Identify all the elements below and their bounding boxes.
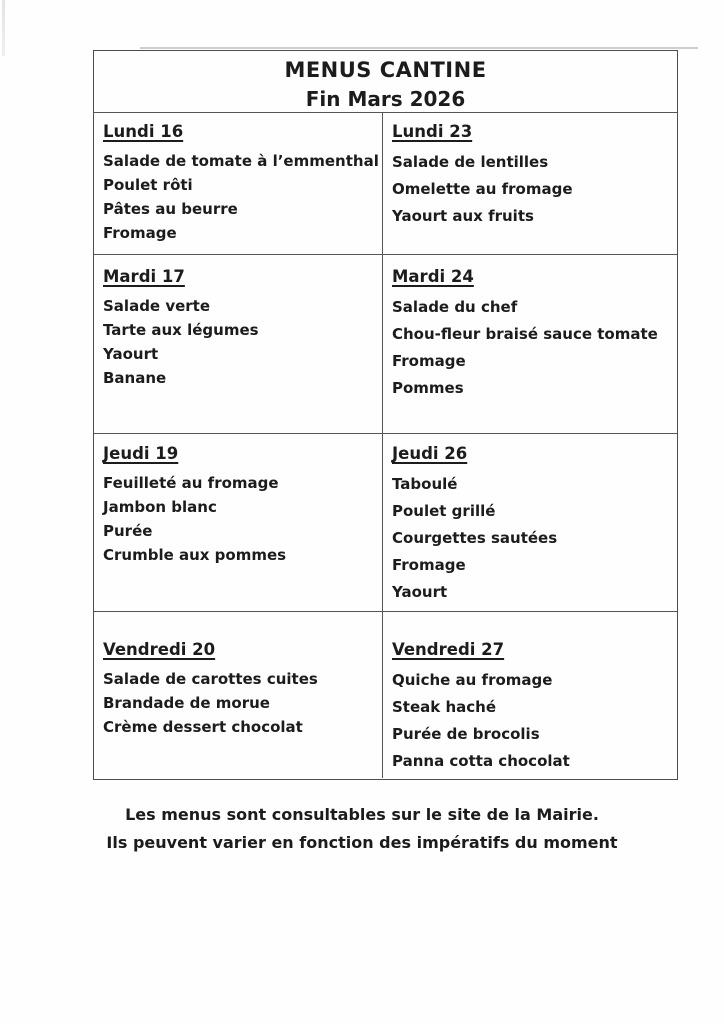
menu-item: Fromage [392, 556, 466, 574]
menu-item: Yaourt [392, 583, 448, 601]
menu-item: Panna cotta chocolat [392, 752, 570, 770]
menu-row-mardi [94, 255, 677, 434]
day-heading: Vendredi 27 [392, 640, 505, 659]
menu-item: Chou-fleur braisé sauce tomate [392, 325, 658, 343]
menu-item: Yaourt [103, 345, 159, 363]
menu-item: Yaourt aux fruits [392, 207, 534, 225]
scan-artifact-left [2, 0, 5, 56]
menu-item: Crumble aux pommes [103, 546, 287, 564]
menu-cell-mardi-24 [383, 255, 677, 433]
table-title-block [94, 51, 677, 113]
menu-item: Quiche au fromage [392, 671, 553, 689]
menu-item: Salade verte [103, 297, 211, 315]
menu-cell-jeudi-19 [94, 434, 383, 611]
footer-line-1: Les menus sont consultables sur le site de la Mairie. [125, 805, 599, 824]
menu-item: Salade de lentilles [392, 153, 549, 171]
scan-artifact-top [140, 47, 698, 49]
day-heading: Mardi 24 [392, 267, 474, 286]
menu-item: Poulet rôti [103, 176, 193, 194]
menu-item: Salade de carottes cuites [103, 670, 318, 688]
menu-item: Pommes [392, 379, 464, 397]
menu-item: Crème dessert chocolat [103, 718, 303, 736]
footer-note [0, 801, 724, 857]
menu-item: Omelette au fromage [392, 180, 573, 198]
day-heading: Jeudi 26 [392, 444, 468, 463]
day-heading: Jeudi 19 [103, 444, 179, 463]
menu-row-jeudi [94, 434, 677, 612]
menu-cell-vendredi-27 [383, 612, 677, 778]
menu-item: Courgettes sautées [392, 529, 558, 547]
menu-row-vendredi [94, 612, 677, 778]
day-heading: Mardi 17 [103, 267, 185, 286]
menu-item: Fromage [103, 224, 177, 242]
menu-cell-vendredi-20 [94, 612, 383, 778]
page-subtitle: Fin Mars 2026 [305, 87, 466, 111]
menu-item: Fromage [392, 352, 466, 370]
menu-row-lundi [94, 113, 677, 255]
menu-item: Pâtes au beurre [103, 200, 238, 218]
menu-table [93, 50, 678, 780]
menu-item: Brandade de morue [103, 694, 270, 712]
menu-cell-mardi-17 [94, 255, 383, 433]
menu-item: Poulet grillé [392, 502, 496, 520]
menu-item: Tarte aux légumes [103, 321, 259, 339]
menu-cell-lundi-16 [94, 113, 383, 254]
day-heading: Lundi 23 [392, 122, 473, 141]
menu-item: Jambon blanc [103, 498, 217, 516]
menu-cell-lundi-23 [383, 113, 677, 254]
menu-item: Steak haché [392, 698, 497, 716]
menu-cell-jeudi-26 [383, 434, 677, 611]
day-heading: Lundi 16 [103, 122, 184, 141]
footer-line-2: Ils peuvent varier en fonction des impératifs du moment [106, 833, 618, 852]
menu-item: Banane [103, 369, 167, 387]
menu-item: Taboulé [392, 475, 458, 493]
menu-item: Purée [103, 522, 153, 540]
menu-item: Salade de tomate à l’emmenthal [103, 152, 379, 170]
day-heading: Vendredi 20 [103, 640, 216, 659]
menu-item: Purée de brocolis [392, 725, 540, 743]
page-title: MENUS CANTINE [284, 58, 487, 82]
menu-item: Salade du chef [392, 298, 518, 316]
menu-item: Feuilleté au fromage [103, 474, 279, 492]
